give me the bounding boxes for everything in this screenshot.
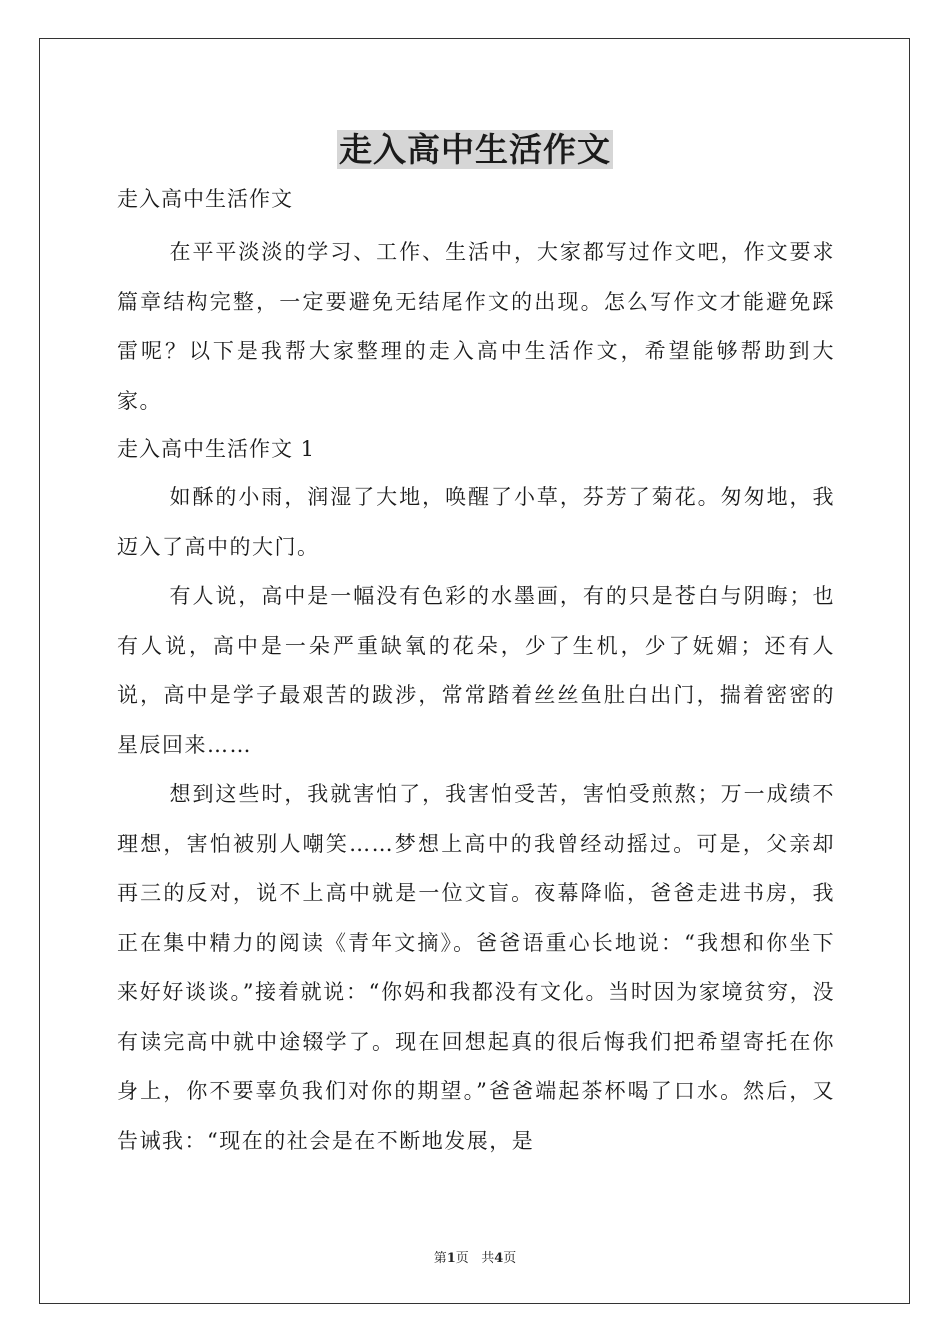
body-paragraph-2: 有人说，高中是一幅没有色彩的水墨画，有的只是苍白与阴晦；也有人说，高中是一朵严重缺氧的花朵，少了生机，少了妩媚；还有人说，高中是学子最艰苦的跋涉，常常踏着丝丝鱼肚白出门，揣着密密的星辰回来…… [117, 584, 835, 757]
footer-total-pages: 4 [494, 1251, 504, 1266]
document-subtitle: 走入高中生活作文 [117, 187, 293, 211]
footer-page-suffix: 页 [455, 1251, 469, 1266]
footer-prefix: 第 [433, 1251, 447, 1266]
document-body [117, 180, 835, 1166]
body-paragraph-3: 想到这些时，我就害怕了，我害怕受苦，害怕受煎熬；万一成绩不理想，害怕被别人嘲笑……梦想上高中的我曾经动摇过。可是，父亲却再三的反对，说不上高中就是一位文盲。夜幕降临，爸爸走进书房，我正在集中精力的阅读《青年文摘》。爸爸语重心长地说：“我想和你坐下来好好谈谈。”接着就说：“你妈和我都没有文化。当时因为家境贫穷，没有读完高中就中途辍学了。现在回想起真的很后悔我们把希望寄托在你身上，你不要辜负我们对你的期望。”爸爸端起茶杯喝了口水。然后，又告诫我：“现在的社会是在不断地发展，是 [117, 782, 835, 1153]
section-heading: 走入高中生活作文 1 [117, 437, 316, 461]
footer-total-prefix: 共 [481, 1251, 495, 1266]
footer-page-number: 1 [446, 1251, 456, 1266]
body-paragraph-1: 如酥的小雨，润湿了大地，唤醒了小草，芬芳了菊花。匆匆地，我迈入了高中的大门。 [117, 485, 835, 559]
footer-total-suffix: 页 [503, 1251, 517, 1266]
intro-paragraph: 在平平淡淡的学习、工作、生活中，大家都写过作文吧，作文要求篇章结构完整，一定要避免无结尾作文的出现。怎么写作文才能避免踩雷呢？以下是我帮大家整理的走入高中生活作文，希望能够帮助到大家。 [117, 240, 835, 413]
document-title [0, 126, 950, 174]
document-title-text: 走入高中生活作文 [339, 130, 611, 169]
page-footer [0, 1247, 950, 1266]
